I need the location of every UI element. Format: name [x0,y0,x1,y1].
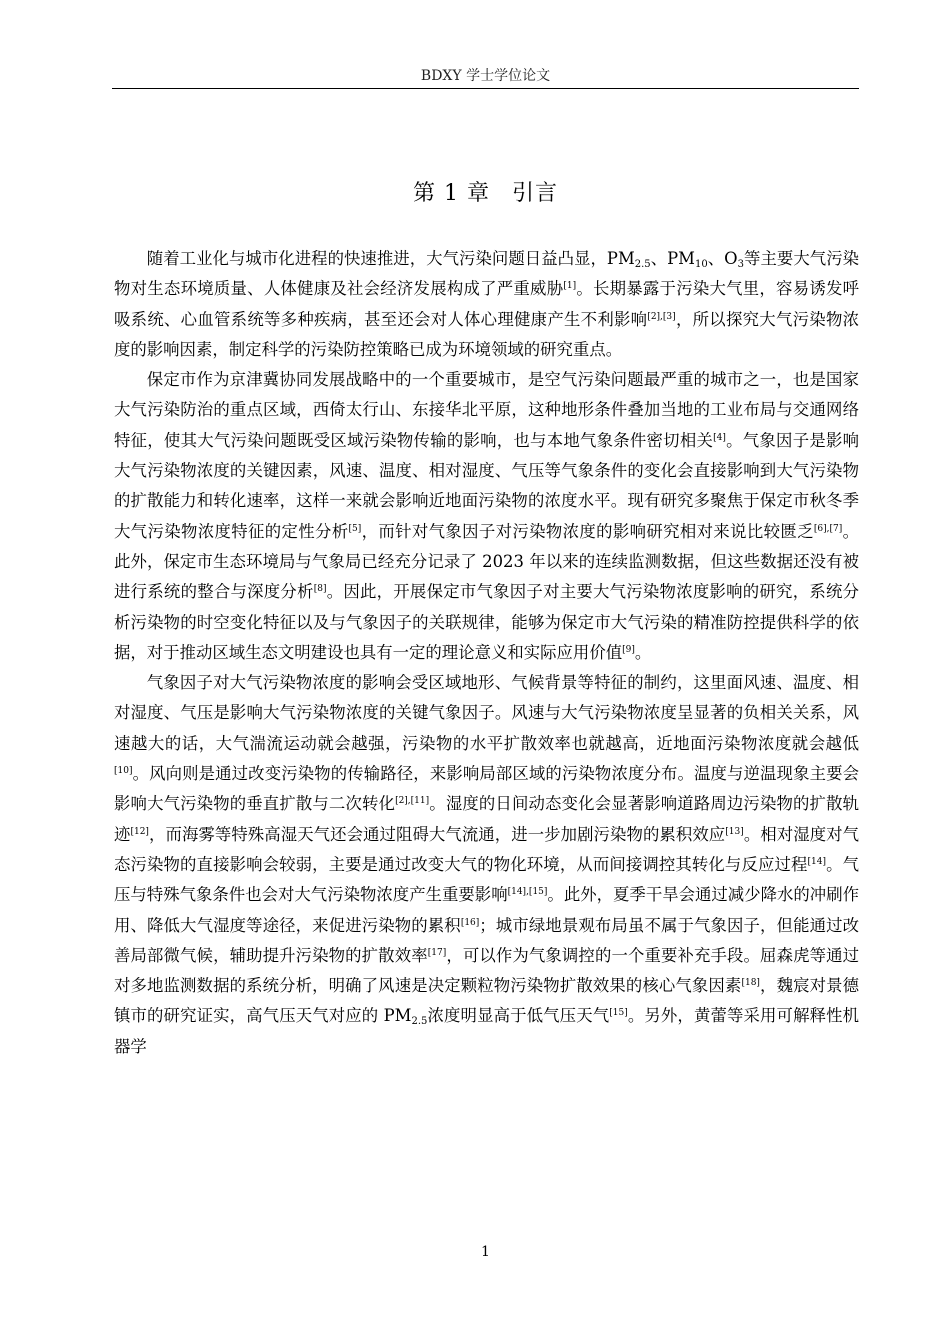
body-paragraph [114,244,859,365]
text-run: ，可以作为气象调控的一个重要补充手段。屈森虎等通过对多地监测数据的系统分析，明确了风速是决定颗粒物污染物扩散效果的核心气象因素 [114,945,860,996]
subscript: 10 [694,259,708,270]
text-run: 浓度明显高于低气压天气 [427,1006,610,1026]
citation-ref: [18] [741,978,760,989]
running-header: BDXY 学士学位论文 [420,68,551,84]
text-run: 。气压与特殊气象条件也会对大气污染物浓度产生重要影响 [114,854,860,905]
text-run: 。另外，黄蕾等采用可解释性机器学 [114,1006,860,1056]
subscript: 2.5 [634,259,651,270]
text-run: 。 [634,642,652,662]
citation-ref: [14] [807,856,826,867]
chapter-number: 第 1 章 [413,181,490,206]
text-run: 等主要大气污染物对生态环境质量、人体健康及社会经济发展构成了严重威胁 [114,249,860,299]
text-run: 。此外，保定市生态环境局与气象局已经充分记录了 2023 年以来的连续监测数据，但这些数据还没有被进行系统的整合与深度分析 [114,521,860,602]
citation-ref: [10] [114,766,133,777]
citation-ref: [5] [348,523,362,534]
text-run: 。因此，开展保定市气象因子对主要大气污染物浓度影响的研究，系统分析污染物的时空变化特征以及与气象因子的关联规律，能够为保定市大气污染的精准防控提供科学的依据，对于推动区域生态文明建设也具有一定的理论意义和实际应用价值 [114,582,860,662]
citation-ref: [6],[7] [813,523,843,534]
subscript: 3 [737,259,744,270]
citation-ref: [14],[15] [507,887,548,898]
text-run: ；城市绿地景观布局虽不属于气象因子，但能通过改善局部微气候，辅助提升污染物的扩散效率 [114,915,860,965]
citation-ref: [15] [609,1008,628,1019]
citation-ref: [9] [622,644,635,655]
text-run: ，魏宸对景德镇市的研究证实，高气压天气对应的 PM [114,976,860,1026]
citation-ref: [13] [725,826,744,837]
page-number: 1 [481,1244,490,1260]
text-run: ，而针对气象因子对污染物浓度的影响研究相对来说比较匮乏 [361,521,814,541]
text-run: 随着工业化与城市化进程的快速推进，大气污染问题日益凸显，PM [146,249,635,268]
citation-ref: [8] [313,584,327,595]
body-paragraph [114,365,859,668]
text-run: 。风向则是通过改变污染物的传输路径，来影响局部区域的污染物浓度分布。温度与逆温现象主要会影响大气污染物的垂直扩散与二次转化 [114,764,859,814]
subscript: 2.5 [411,1016,428,1028]
body-paragraph [114,668,859,1062]
citation-ref: [12] [130,826,149,837]
citation-ref: [1] [563,281,577,292]
text-run: 保定市作为京津冀协同发展战略中的一个重要城市，是空气污染问题最严重的城市之一，也是国家大气污染防治的重点区域，西倚太行山、东接华北平原，这种地形条件叠加当地的工业布局与交通网络特征，使其大气污染问题既受区域污染物传输的影响，也与本地气象条件密切相关 [114,370,859,450]
text-run: ，所以探究大气污染物浓度的影响因素，制定科学的污染防控策略已成为环境领域的研究重点。 [114,309,859,359]
text-run: 。此外，夏季干旱会通过减少降水的冲刷作用、降低大气湿度等途径，来促进污染物的累积 [114,885,859,935]
citation-ref: [2],[3] [647,311,676,322]
text-run: 。湿度的日间动态变化会显著影响道路周边污染物的扩散轨迹 [114,794,860,844]
text-run: 。相对湿度对气态污染物的直接影响会较弱，主要是通过改变大气的物化环境，从而间接调控其转化与反应过程 [114,824,860,874]
text-run: 。长期暴露于污染大气里，容易诱发呼吸系统、心血管系统等多种疾病，甚至还会对人体心理健康产生不利影响 [114,279,860,329]
body-text [114,244,859,1062]
header-rule [112,88,859,89]
text-run: 、PM [650,249,695,268]
chapter-title [112,178,859,210]
citation-ref: [17] [427,947,447,958]
chapter-name: 引言 [511,181,558,206]
citation-ref: [2],[11] [395,796,430,807]
text-run: 气象因子对大气污染物浓度的影响会受区域地形、气候背景等特征的制约，这里面风速、温度、相对湿度、气压是影响大气污染物浓度的关键气象因子。风速与大气污染物浓度呈显著的负相关关系，风速越大的话，大气湍流运动就会越强，污染物的水平扩散效率也就越高，近地面污染物浓度就会越低 [114,673,859,753]
text-run: ，而海雾等特殊高湿天气还会通过阻碍大气流通，进一步加剧污染物的累积效应 [148,824,726,844]
text-run: 。气象因子是影响大气污染物浓度的关键因素，风速、温度、相对湿度、气压等气象条件的变化会直接影响到大气污染物的扩散能力和转化速率，这样一来就会影响近地面污染物的浓度水平。现有研究多聚焦于保定市秋冬季大气污染物浓度特征的定性分析 [114,430,860,541]
text-run: 、O [707,249,738,268]
citation-ref: [4] [713,432,726,443]
citation-ref: [16] [460,917,480,928]
